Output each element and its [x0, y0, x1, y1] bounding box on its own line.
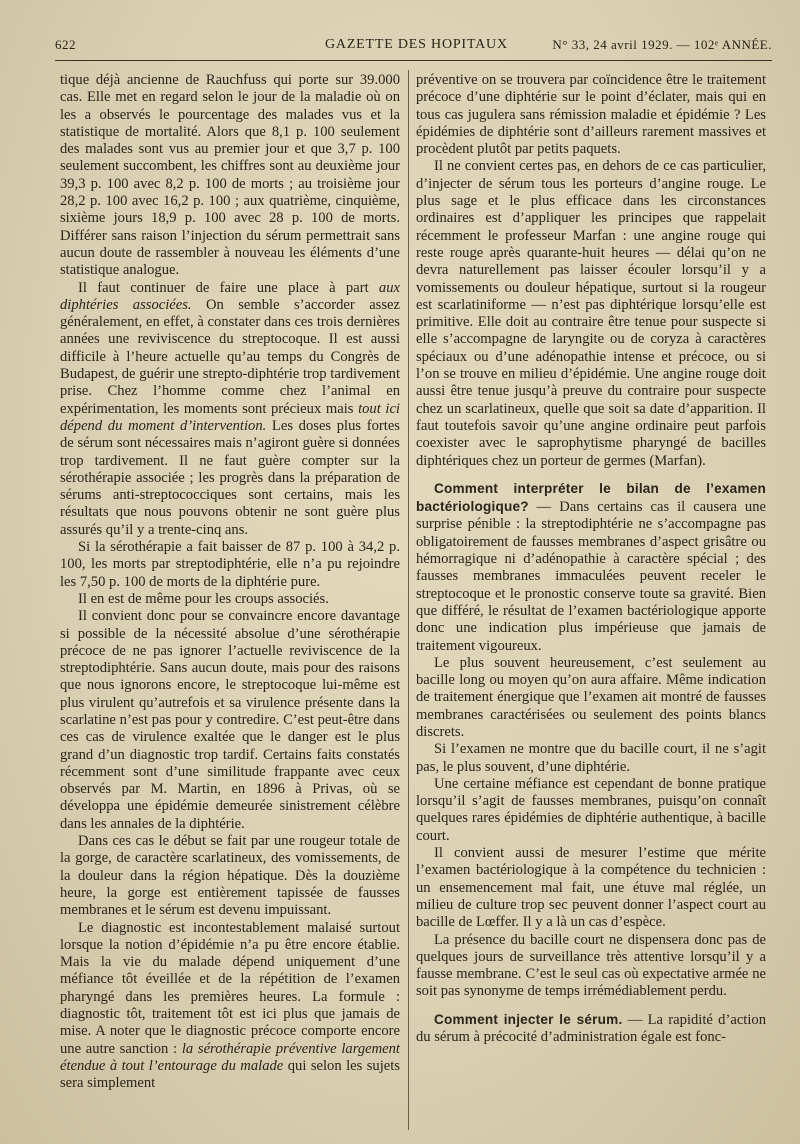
paragraph: tique déjà ancienne de Rauchfuss qui porte sur 39.000 cas. Elle met en regard selon le jour de la maladie où on les a observés le pourcentage des malades vus et la statistique de mortalité. Alors que 8,1 p. 100 seulement des malades sont vus au premier jour et que 3,7 p. 100 seulement succombent, les chiffres sont au deuxième jour 39,3 p. 100 avec 8,2 p. 100 de morts ; au troisième jour 28,2 p. 100 avec 16,2 p. 100 ; aux quatrième, cinquième, sixième jours 18,9 p. 100 avec 28 p. 100 de morts. Différer sans raison l’injection du sérum permettrait sans aucun doute de rassembler à nouveau les éléments d’une statistique analogue.	[60, 72, 400, 279]
paragraph: Il convient donc pour se convaincre encore davantage si possible de la nécessité absolue d’une sérothérapie précoce de ne pas ignorer l’actuelle reviviscence de la streptodiphtérie. Sans aucun doute, mais pour des raisons que nous ignorons encore, le streptocoque lui-même est plus virulent qu’autrefois et sa virulence présente dans la scarlatine n’est pas pour y contredire. C’est peut-être dans ces cas de virulence exaltée que le danger est le plus grand d’un diagnostic trop tardif. Certains faits constatés récemment sont d’une similitude frappante avec ceux observés par M. Martin, en 1896 à Privas, où se développa une épidémie demeurée sinistrement célèbre dans les annales de la diphtérie.	[60, 608, 400, 832]
text-run: — La rapidité d’action du sérum à précocité d’administration égale est fonc-	[416, 1011, 766, 1046]
paragraph	[60, 280, 400, 539]
journal-title: GAZETTE DES HOPITAUX	[325, 37, 508, 52]
text-run: — Dans certains cas il causera une surprise pénible : la streptodiphtérie ne s’accompagne pas obligatoirement de fausses membranes d’aspect grisâtre ou hémorragique ni d’adénopathie à caractère spécial ; des fausses membranes immaculées peuvent receler le streptocoque et le pronostic conserve toute sa gravité. Bien que différé, le résultat de l’examen bactériologique apporte donc une indication plus impérieuse que jamais de traitement vigoureux.	[416, 499, 766, 654]
text-run: Le diagnostic est incontestablement malaisé surtout lorsque la notion d’épidémie n’a pu être encore établie. Mais la vie du malade dépend uniquement d’une méfiance tôt éveillée et de la répétition de l’examen pharyngé dans les premières heures. La formule : diagnostic tôt, traitement tôt est ici plus que jamais de mise. A noter que le diagnostic précoce comporte encore une autre sanction :	[60, 919, 400, 1057]
text-run: Il faut continuer de faire une place à part	[78, 279, 379, 296]
paragraph	[416, 1011, 766, 1047]
page-number: 622	[55, 37, 76, 52]
paragraph: Il en est de même pour les croups associés.	[78, 590, 329, 607]
left-column	[60, 72, 400, 1093]
paragraph	[60, 920, 400, 1093]
issue-info: N° 33, 24 avril 1929. — 102ᵉ ANNÉE.	[552, 37, 772, 52]
italic-run: tout ici dépend du moment d’intervention.	[60, 400, 400, 434]
text-run: Les doses plus fortes de sérum sont nécessaires mais n’agiront guère si données trop tardivement. Il ne faut guère compter sur la sérothérapie associée ; les progrès dans la préparation de sérums anti-streptococciques sont certains, mais les résultats que nous pouvons obtenir ne sont guère plus assurés qu’il y a trente-cinq ans.	[60, 417, 400, 538]
running-header	[55, 34, 772, 56]
paragraph	[416, 480, 766, 655]
section-heading: Comment injecter le sérum.	[434, 1011, 623, 1027]
paragraph: Une certaine méfiance est cependant de bonne pratique lorsqu’il s’agit de fausses membranes, puisqu’on connaît quelques rares épidémies de diphtérie authentique, à bacille court.	[416, 775, 766, 844]
paragraph: Si la sérothérapie a fait baisser de 87 p. 100 à 34,2 p. 100, les morts par streptodiphtérie, elle n’a pu rejoindre les 7,50 p. 100 de morts de la diphtérie pure.	[60, 539, 400, 590]
paragraph: Si l’examen ne montre que du bacille court, il ne s’agit pas, le plus souvent, d’une diphtérie.	[416, 741, 766, 775]
italic-run: la sérothérapie préventive largement étendue à tout l’entourage du malade	[60, 1040, 400, 1074]
paragraph: Dans ces cas le début se fait par une rougeur totale de la gorge, de caractère scarlatineux, des vomissements, de la douleur dans la région hépatique. Dès la douzième heure, la gorge est entièrement tapissée de fausses membranes et le sérum est devenu impuissant.	[60, 833, 400, 919]
paragraph: préventive on se trouvera par coïncidence être le traitement précoce d’une diphtérie sur le point d’éclater, mais qui en tous cas jugulera sans rémission maladie et épidémie ? Les épidémies de diphtérie sont d’ailleurs rarement massives et procèdent plutôt par petits paquets.	[416, 72, 766, 158]
paragraph: Il convient aussi de mesurer l’estime que mérite l’examen bactériologique à la compétence du technicien : un ensemencement mal fait, une étuve mal réglée, un milieu de culture trop sec peuvent donner l’aspect court au bacille de Lœffer. Il y a là un cas d’espèce.	[416, 845, 766, 931]
column-separator	[408, 70, 409, 1130]
right-column	[416, 72, 766, 1046]
paragraph: Le plus souvent heureusement, c’est seulement au bacille long ou moyen qu’on aura affaire. Même indication de traitement énergique que l’examen ait montré de fausses membranes caractérisées ou seulement des points blancs discrets.	[416, 654, 766, 740]
italic-run: aux diphtéries associées.	[60, 279, 400, 313]
paragraph: Il ne convient certes pas, en dehors de ce cas particulier, d’injecter de sérum tous les porteurs d’angine rouge. Le plus sage et le plus efficace dans les circonstances ordinaires est d’appliquer les principes que rappelait récemment le professeur Marfan : une angine rouge qui reste rouge après quarante-huit heures — délai qu’on ne devra naturellement pas laisser écouler lorsqu’il y a vomissements ou douleur hépatique, surtout si la rougeur est scarlatiniforme — n’est pas diphtérique lorsqu’elle est primitive. Elle doit au contraire être tenue pour suspecte si elle s’accompagne de laryngite ou de coryza à caractères spéciaux ou d’une adénopathie intense et précoce, ou si l’on se trouve en milieu d’épidémie. Une angine rouge doit aussi être tenue jusqu’à preuve du contraire pour suspecte chez un scarlatineux, quelle que soit sa date d’apparition. Il faut toutefois savoir qu’une angine ordinaire peut parfois coexister avec le saprophytisme pharyngé de bacilles diphtériques chez un porteur de germes (Marfan).	[416, 158, 766, 469]
text-run: qui selon les sujets sera simplement	[60, 1057, 400, 1092]
text-run: On semble s’accorder assez généralement, en effet, à constater dans ces trois dernières années une reviviscence du streptocoque. Il est aussi difficile à l’heure actuelle qu’au temps du Congrès de Budapest, de guérir une strepto-diphtérie trop tardivement prise. Chez l’homme comme chez l’animal en expérimentation, les moments sont précieux mais	[60, 296, 400, 417]
section-heading: Comment interpréter le bilan de l’examen bactériologique?	[416, 480, 766, 515]
paragraph: La présence du bacille court ne dispensera donc pas de quelques jours de surveillance très attentive lorsqu’il y a fausse membrane. C’est le seul cas où expectative armée ne soit pas synonyme de temps irrémédiablement perdu.	[416, 931, 766, 1000]
header-rule	[55, 60, 772, 61]
